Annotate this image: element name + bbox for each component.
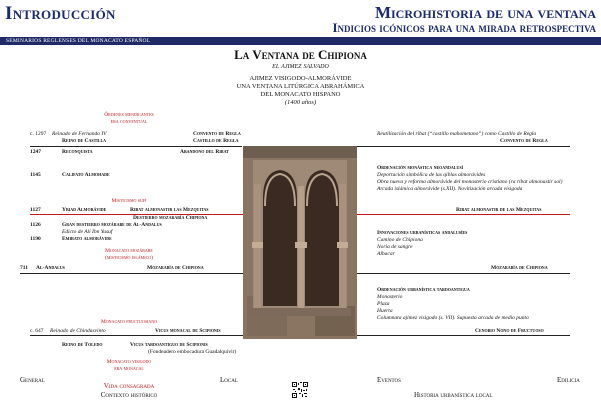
mozarabia-right: Mozarabía de Chipiona [491, 265, 548, 271]
footer-general: General [20, 376, 45, 384]
ordenacion-tardoantigua: Ordenación urbanística tardoantigua [377, 287, 470, 293]
tardo-line-2: Plaza [377, 301, 390, 307]
document-subtitle: el ajimez salvado [272, 61, 329, 70]
misticismo-islamico-label: (misticismo islámico) [105, 255, 153, 261]
al-andalus: Al-Andalus [36, 265, 65, 271]
date-c647: c. 647 [30, 328, 44, 334]
footer-vida-consagrada: Vida consagrada [103, 382, 155, 390]
emirato: Emirato almorávide [62, 236, 112, 242]
section-title: Introducción [5, 3, 116, 24]
abandono-ribat: Abandono del Ribat [180, 149, 229, 155]
footer-eventos: Eventos [377, 376, 401, 384]
ajimez-window-illustration [243, 146, 357, 339]
ordenacion-neoandalusi: Ordenación monástica neoandalusí [377, 165, 464, 171]
reconquista: Reconquista [62, 149, 93, 155]
tardo-line-4: Columnata ajimez visigodo (s. VII). Supuesta arcada de medio punto [377, 315, 529, 321]
description-line-3: DEL MONACATO HISPANO [260, 91, 341, 98]
year-1247: 1247 [30, 149, 41, 155]
description-line-4: (1400 años) [284, 99, 317, 106]
ajimez-window-photo [243, 146, 357, 339]
rule-right-1297 [357, 146, 570, 147]
tardo-line-3: Huerta [377, 308, 393, 314]
ribat-right: Ribat almonastir de las Mezquitas [456, 207, 542, 213]
footer-contexto: Contexto histórico [100, 391, 158, 399]
monacato-mozarabe-label: Monacato mozárabe [105, 248, 153, 254]
innov-line-1: Camino de Chipiona [377, 237, 423, 243]
misticismo-label: Misticismo sufí [111, 198, 147, 204]
description-line-1: AJIMEZ VISIGODO-ALMORÁVIDE [249, 75, 352, 82]
vicus-monacal: Vicus monacal de Scipionis [155, 328, 221, 334]
ordenes-label: Órdenes mendicantes [104, 112, 154, 118]
mozarabia-left: Mozarabía de Chipiona [147, 265, 204, 271]
reutilizacion-note: Reutilización del ribat (“castillo mahometano”) como Castillo de Regla [377, 131, 537, 137]
document-title: La Ventana de Chipiona [234, 47, 367, 62]
califato-almohade: Califato Almohade [62, 172, 110, 178]
note-fernando-iv: Reinado de Fernando IV [52, 131, 107, 137]
header-subtitle: Indicios icónicos para una mirada retrospectiva [332, 20, 596, 35]
date-c1297: c. 1297 [30, 131, 47, 137]
tardo-line-1: Monasterio [377, 294, 403, 300]
header-band-text: SEMINARIOS REGLENSES DEL MONACATO ESPAÑOL [6, 38, 151, 44]
cenobio-nono: Cenobio Nono de Fructuoso [475, 328, 544, 334]
monacato-visigodo-label: Monacato visigodo [106, 359, 152, 365]
neo-line-1: Deportación simbólica de las qiblas almorávides [377, 172, 486, 178]
ybiad: Ybiad Almorávide [62, 207, 107, 213]
gran-destierro: Gran destierro mozárabe de Al-Andalus [62, 222, 162, 228]
neo-line-2: Obra nueva y reforma almorávide del monasterio cristiano (ra ribat almonastir sol) [377, 179, 563, 185]
reino-toledo: Reino de Toledo [62, 342, 103, 348]
ribat-left: Ribat almonastir las Mezquitas [130, 207, 209, 213]
description-line-2: UNA VENTANA LITÚRGICA ABRAHÁMICA [236, 83, 365, 90]
header-title: Microhistoria de una ventana [374, 3, 596, 22]
era-monacal-label: era monacal [114, 366, 144, 372]
reino-castilla: Reino de Castilla [62, 138, 107, 144]
innov-line-2: Noria de sangre [377, 244, 413, 250]
footer-edilicia: Edilicia [557, 376, 580, 384]
year-1127: 1127 [30, 207, 41, 213]
edicto-ali: Edicto de Alí Ibn Yusuf [62, 229, 113, 235]
qr-code-icon[interactable] [292, 382, 308, 398]
innov-line-3: Albacar [377, 251, 395, 257]
rule-1297 [30, 146, 242, 147]
year-1145: 1145 [30, 172, 41, 178]
footer-historia: Historia urbanística local [414, 391, 493, 399]
fondeadero-note: (Fondeadero embocadura Guadalquivir) [148, 349, 237, 355]
convento-regla-right: Convento de Regla [500, 138, 548, 144]
monacato-fructuosiano-label: Monacato fructuosiano [100, 319, 158, 325]
innovaciones: Innovaciones urbanísticas andalusíes [377, 230, 468, 236]
castillo-regla: Castillo de Regla [193, 138, 239, 144]
vicus-tardoantiguo: Vicus tardoantiguo de Scipionis [130, 342, 208, 348]
era-conventual-label: era conventual [110, 119, 148, 125]
destierro-chipiona: Destierro mozarabía Chipiona [133, 215, 208, 221]
note-chindasvinto: Reinado de Chindasvinto [50, 328, 106, 334]
year-1126: 1126 [30, 222, 41, 228]
year-1190: 1190 [30, 236, 41, 242]
neo-line-3: Arcada islámica almorávide (s.XII). Novitización arcada visigoda [377, 186, 523, 192]
footer-local: Local [220, 376, 238, 384]
year-711: 711 [20, 265, 28, 271]
convento-regla-left: Convento de Regla [193, 131, 241, 137]
